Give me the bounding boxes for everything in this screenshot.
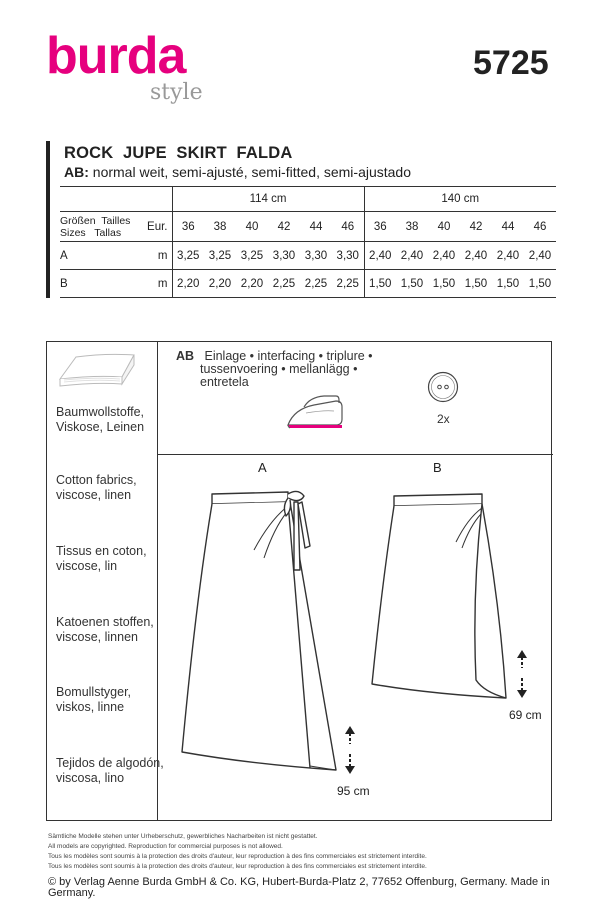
fabric-text: Katoenen stoffen, viscose, linnen [56,615,154,644]
yardage-cell: 2,40 [460,242,492,270]
notions-prefix: AB [176,349,195,363]
fit-prefix: AB: [64,164,89,180]
yardage-cell: 2,20 [236,270,268,298]
notions-line3: entretela [200,375,249,389]
yardage-cell: 2,40 [492,242,524,270]
iron-icon [284,393,346,433]
size-cell: 44 [300,212,332,242]
size-cell: 42 [460,212,492,242]
table-row [60,242,556,270]
row-divider [157,454,553,455]
button-icon [427,371,459,403]
garment-title: ROCK JUPE SKIRT FALDA [64,144,293,162]
yardage-cell: 2,40 [524,242,556,270]
yardage-table [60,186,556,298]
row-unit: m [144,242,172,270]
footer-copyright-en: All models are copyrighted. Reproduction for commercial purposes is not allowed. [48,843,283,850]
footer-copyright-de: Sämtliche Modelle stehen unter Urheberschutz, gewerbliches Nacharbeiten ist nicht gestattet. [48,833,318,840]
notions-text [176,350,373,389]
row-view-label: B [60,270,144,298]
pattern-number: 5725 [473,44,549,82]
yardage-cell: 3,30 [268,242,300,270]
size-cell: 36 [364,212,396,242]
yardage-cell: 1,50 [396,270,428,298]
brand-logo: burda [46,27,186,85]
footer-copyright-fr: Tous les modèles sont soumis à la protection des droits d'auteur, leur reproduction à des fins commerciales est strictement interdite. [48,853,427,860]
fabric-text: Tissus en coton, viscose, lin [56,544,147,573]
row-view-label: A [60,242,144,270]
length-b: 69 cm [509,708,542,722]
fabric-text: Bomullstyger, viskos, linne [56,685,132,714]
size-cell: 40 [428,212,460,242]
yardage-cell: 3,25 [172,242,204,270]
size-label-line1: Größen Tailles [60,214,131,227]
view-b-skirt-illustration [360,484,520,709]
size-label-line2: Sizes Tallas [60,226,122,239]
yardage-cell: 2,40 [396,242,428,270]
yardage-cell: 1,50 [364,270,396,298]
size-cell: 42 [268,212,300,242]
size-label [60,212,144,242]
view-a-skirt-illustration [170,480,350,780]
yardage-cell: 3,30 [332,242,364,270]
fit-text: normal weit, semi-ajusté, semi-fitted, semi-ajustado [88,164,411,180]
size-cell: 38 [396,212,428,242]
size-cell: 46 [524,212,556,242]
fabric-text-nl [56,615,154,644]
yardage-cell: 2,40 [428,242,460,270]
yardage-cell: 2,20 [204,270,236,298]
yardage-cell: 2,40 [364,242,396,270]
section-bar [46,141,50,298]
yardage-cell: 2,25 [268,270,300,298]
yardage-cell: 1,50 [492,270,524,298]
length-arrow-a-icon [342,724,358,776]
fabric-width-114: 114 cm [172,187,364,212]
size-cell: 44 [492,212,524,242]
size-cell: 38 [204,212,236,242]
table-row [60,270,556,298]
fabric-text: Tejidos de algodón, viscosa, lino [56,756,164,785]
yardage-cell: 3,25 [204,242,236,270]
fabric-text: Baumwollstoffe, Viskose, Leinen [56,405,145,434]
button-count: 2x [437,412,450,426]
column-divider [157,342,158,820]
brand-logo-sub: style [150,80,203,105]
fabric-text: Cotton fabrics, viscose, linen [56,473,137,502]
yardage-cell: 1,50 [460,270,492,298]
notions-line2: tussenvoering • mellanlägg • [200,362,358,376]
view-b-label: B [433,460,442,475]
footer-publisher: © by Verlag Aenne Burda GmbH & Co. KG, Hubert-Burda-Platz 2, 77652 Offenburg, Germany. Made in Germany. [48,876,550,899]
size-cell: 40 [236,212,268,242]
size-cell: 46 [332,212,364,242]
yardage-cell: 1,50 [524,270,556,298]
footer-copyright-fr2: Tous les modèles sont soumis à la protection des droits d'auteur, leur reproduction à des fins commerciales est strictement interdite. [48,863,427,870]
eur-label: Eur. [144,212,172,242]
fit-description [64,165,411,179]
view-a-label: A [258,460,267,475]
fabric-text-fr [56,544,147,573]
fabric-width-140: 140 cm [364,187,556,212]
size-cell: 36 [172,212,204,242]
yardage-cell: 2,25 [332,270,364,298]
yardage-cell: 3,30 [300,242,332,270]
row-unit: m [144,270,172,298]
fabric-swatch-icon [56,349,138,394]
length-arrow-b-icon [514,648,530,700]
length-a: 95 cm [337,784,370,798]
fabric-text-de [56,405,144,434]
fabric-text-es [56,756,164,785]
yardage-cell: 1,50 [428,270,460,298]
fabric-text-sv [56,685,131,714]
yardage-cell: 2,20 [172,270,204,298]
fabric-text-en [56,473,137,502]
notions-line1: Einlage • interfacing • triplure • [204,349,373,363]
yardage-cell: 2,25 [300,270,332,298]
yardage-cell: 3,25 [236,242,268,270]
